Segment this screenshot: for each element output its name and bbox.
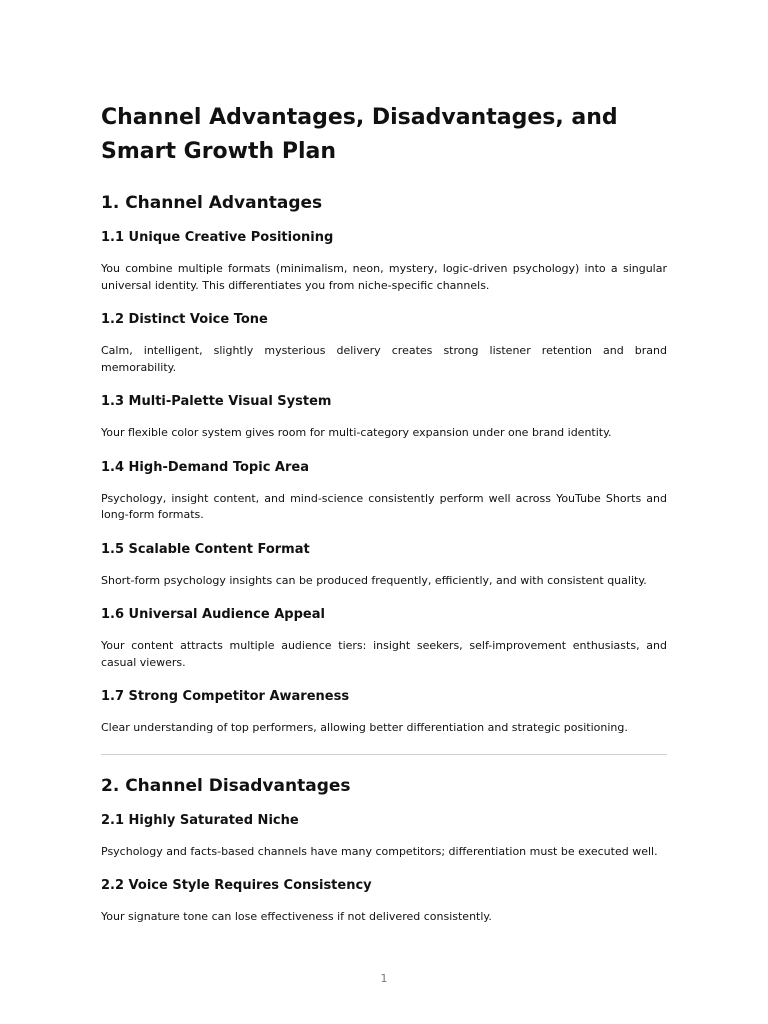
subsection-heading: 1.7 Strong Competitor Awareness xyxy=(101,689,350,704)
subsection-text: Psychology and facts-based channels have many competitors; differentiation must be executed well. xyxy=(101,844,658,858)
subsection-heading: 1.3 Multi-Palette Visual System xyxy=(101,394,332,409)
subsection-text: Calm, intelligent, slightly mysterious delivery creates strong listener retention and brand memorability. xyxy=(101,344,667,374)
document-page xyxy=(101,101,667,943)
section-heading: 2. Channel Disadvantages xyxy=(101,775,351,796)
subsection-heading: 1.4 High-Demand Topic Area xyxy=(101,459,309,475)
section-advantages xyxy=(101,191,667,737)
subsection-text: Your signature tone can lose effectiveness if not delivered consistently. xyxy=(101,910,492,923)
subsection-text: Psychology, insight content, and mind-science consistently perform well across YouTube Shorts and long-form formats. xyxy=(101,491,667,521)
subsection-text: Your content attracts multiple audience tiers: insight seekers, self-improvement enthusiasts, and casual viewers. xyxy=(101,639,667,669)
section-disadvantages xyxy=(101,774,667,926)
subsection-heading: 1.6 Universal Audience Appeal xyxy=(101,607,325,622)
subsection-text: Your flexible color system gives room for multi-category expansion under one brand identity. xyxy=(101,426,612,439)
subsection-text: Short-form psychology insights can be produced frequently, efficiently, and with consistent quality. xyxy=(101,573,647,587)
subsection-heading: 1.1 Unique Creative Positioning xyxy=(101,230,334,245)
section-heading: 1. Channel Advantages xyxy=(101,193,323,213)
section-divider xyxy=(101,754,667,755)
subsection-heading: 2.1 Highly Saturated Niche xyxy=(101,812,299,828)
document-title: Channel Advantages, Disadvantages, and Smart Growth Plan xyxy=(101,105,618,164)
subsection-heading: 1.5 Scalable Content Format xyxy=(101,541,310,557)
subsection-heading: 2.2 Voice Style Requires Consistency xyxy=(101,878,372,893)
subsection-text: You combine multiple formats (minimalism, neon, mystery, logic-driven psychology) into a singular universal identity. This differentiates you from niche-specific channels. xyxy=(101,262,667,292)
subsection-heading: 1.2 Distinct Voice Tone xyxy=(101,312,268,327)
page-number: 1 xyxy=(380,972,388,985)
subsection-text: Clear understanding of top performers, allowing better differentiation and strategic positioning. xyxy=(101,721,628,734)
